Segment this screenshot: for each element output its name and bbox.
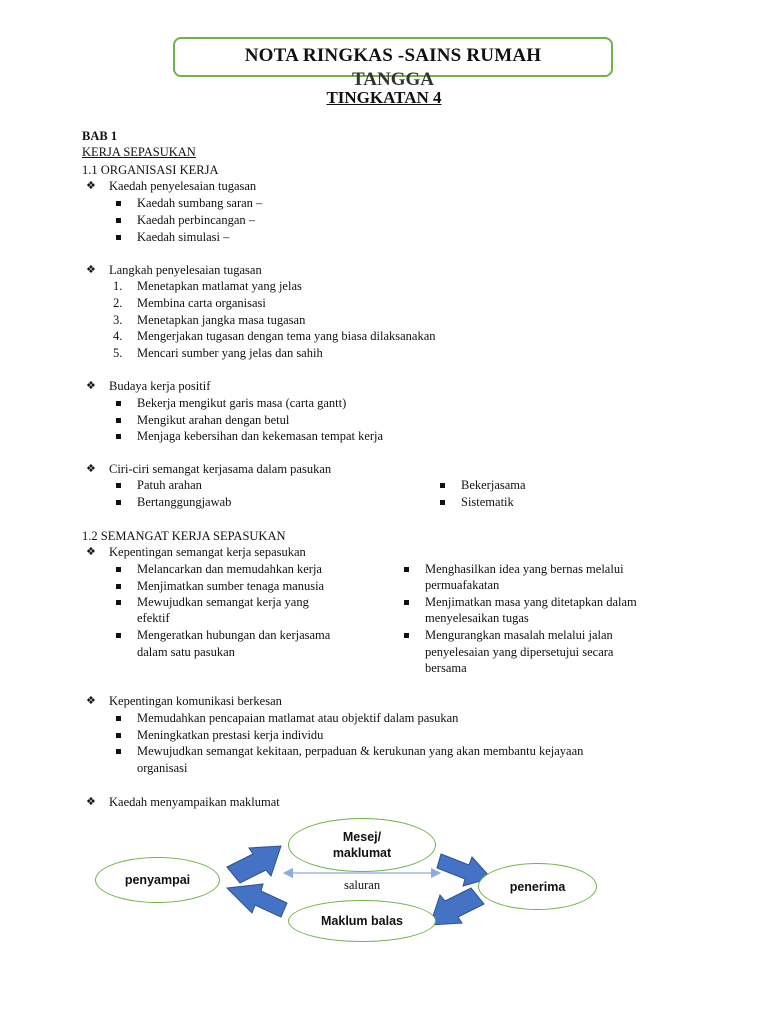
feedback-node	[288, 900, 436, 942]
ciri-item: Sistematik	[461, 495, 514, 509]
section-1-2-heading: 1.2 SEMANGAT KERJA SEPASUKAN	[82, 529, 286, 543]
square-bullet-icon	[116, 418, 121, 423]
langkah-item: Mengerjakan tugasan dengan tema yang biasa dilaksanakan	[137, 329, 436, 343]
message-label-line1: Mesej/	[342, 830, 382, 844]
kaedah-item: Kaedah perbincangan –	[137, 213, 255, 227]
kepentingan-item-continued: efektif	[137, 611, 170, 625]
langkah-item: Mencari sumber yang jelas dan sahih	[137, 346, 323, 360]
langkah-number: 3.	[113, 313, 123, 327]
section-1-1-heading: 1.1 ORGANISASI KERJA	[82, 163, 219, 177]
message-label-line2: maklumat	[332, 846, 392, 860]
square-bullet-icon	[116, 567, 121, 572]
komunikasi-item: Memudahkan pencapaian matlamat atau objektif dalam pasukan	[137, 711, 459, 725]
kepentingan-item: Menghasilkan idea yang bernas melalui	[425, 562, 624, 576]
square-bullet-icon	[116, 716, 121, 721]
langkah-number: 1.	[113, 279, 123, 293]
arrow-sender-to-message-icon	[227, 846, 281, 883]
kepentingan-item-continued: permuafakatan	[425, 578, 500, 592]
square-bullet-icon	[440, 500, 445, 505]
message-node	[288, 818, 436, 872]
kepentingan-item: Menjimatkan sumber tenaga manusia	[137, 579, 325, 593]
kaedah-item: Kaedah simulasi –	[137, 230, 230, 244]
kepentingan-item: Mengurangkan masalah melalui jalan	[425, 628, 613, 642]
receiver-node	[478, 863, 597, 910]
kepentingan-item: Melancarkan dan memudahkan kerja	[137, 562, 322, 576]
langkah-item: Membina carta organisasi	[137, 296, 266, 310]
square-bullet-icon	[404, 567, 409, 572]
langkah-number: 4.	[113, 329, 123, 343]
langkah-number: 5.	[113, 346, 123, 360]
arrow-feedback-to-sender-icon	[227, 884, 287, 917]
square-bullet-icon	[116, 633, 121, 638]
kepentingan-item-continued: bersama	[425, 661, 467, 675]
diamond-bullet-icon: ❖	[86, 546, 96, 558]
title-box	[173, 37, 613, 90]
square-bullet-icon	[116, 500, 121, 505]
square-bullet-icon	[116, 235, 121, 240]
ciri-item: Bekerjasama	[461, 478, 526, 492]
kaedah-item: Kaedah sumbang saran –	[137, 196, 263, 210]
budaya-label: Budaya kerja positif	[109, 379, 211, 393]
maklumat-label: Kaedah menyampaikan maklumat	[109, 795, 280, 809]
chapter-number: BAB 1	[82, 129, 118, 143]
chapter-title: KERJA SEPASUKAN	[82, 145, 196, 159]
komunikasi-label: Kepentingan komunikasi berkesan	[109, 694, 282, 708]
feedback-label: Maklum balas	[321, 914, 403, 928]
square-bullet-icon	[116, 584, 121, 589]
langkah-item: Menetapkan matlamat yang jelas	[137, 279, 302, 293]
diamond-bullet-icon: ❖	[86, 264, 96, 276]
budaya-item: Mengikut arahan dengan betul	[137, 413, 290, 427]
sender-label: penyampai	[124, 873, 191, 887]
ciri-label: Ciri-ciri semangat kerjasama dalam pasukan	[109, 462, 332, 476]
ciri-item: Patuh arahan	[137, 478, 202, 492]
square-bullet-icon	[116, 733, 121, 738]
square-bullet-icon	[116, 401, 121, 406]
diamond-bullet-icon: ❖	[86, 463, 96, 475]
kepentingan-label: Kepentingan semangat kerja sepasukan	[109, 545, 306, 559]
square-bullet-icon	[404, 600, 409, 605]
square-bullet-icon	[116, 600, 121, 605]
langkah-label: Langkah penyelesaian tugasan	[109, 263, 262, 277]
komunikasi-item-continued: organisasi	[137, 761, 188, 775]
square-bullet-icon	[404, 633, 409, 638]
langkah-item: Menetapkan jangka masa tugasan	[137, 313, 306, 327]
komunikasi-item: Meningkatkan prestasi kerja individu	[137, 728, 324, 742]
document-title-overflow: TANGGA	[352, 69, 434, 90]
diamond-bullet-icon: ❖	[86, 180, 96, 192]
square-bullet-icon	[116, 434, 121, 439]
budaya-item: Bekerja mengikut garis masa (carta gantt)	[137, 396, 347, 410]
kaedah-label: Kaedah penyelesaian tugasan	[109, 179, 257, 193]
kepentingan-item-continued: penyelesaian yang dipersetujui secara	[425, 645, 614, 659]
kepentingan-item-continued: dalam satu pasukan	[137, 645, 235, 659]
kepentingan-item: Mewujudkan semangat kerja yang	[137, 595, 309, 609]
square-bullet-icon	[116, 201, 121, 206]
square-bullet-icon	[116, 483, 121, 488]
square-bullet-icon	[116, 749, 121, 754]
document-subtitle: TINGKATAN 4	[326, 88, 442, 107]
komunikasi-item: Mewujudkan semangat kekitaan, perpaduan & kerukunan yang akan membantu kejayaan	[137, 744, 584, 758]
diamond-bullet-icon: ❖	[86, 380, 96, 392]
channel-label: saluran	[344, 878, 381, 892]
budaya-item: Menjaga kebersihan dan kekemasan tempat kerja	[137, 429, 384, 443]
document-title: NOTA RINGKAS -SAINS RUMAH	[244, 45, 542, 66]
langkah-number: 2.	[113, 296, 123, 310]
square-bullet-icon	[440, 483, 445, 488]
arrow-receiver-to-feedback-icon	[430, 888, 484, 925]
ciri-item: Bertanggungjawab	[137, 495, 232, 509]
diamond-bullet-icon: ❖	[86, 695, 96, 707]
square-bullet-icon	[116, 218, 121, 223]
kepentingan-item: Mengeratkan hubungan dan kerjasama	[137, 628, 331, 642]
sender-node	[95, 857, 220, 903]
diamond-bullet-icon: ❖	[86, 796, 96, 808]
kepentingan-item-continued: menyelesaikan tugas	[425, 611, 529, 625]
kepentingan-item: Menjimatkan masa yang ditetapkan dalam	[425, 595, 637, 609]
receiver-label: penerima	[509, 879, 566, 894]
